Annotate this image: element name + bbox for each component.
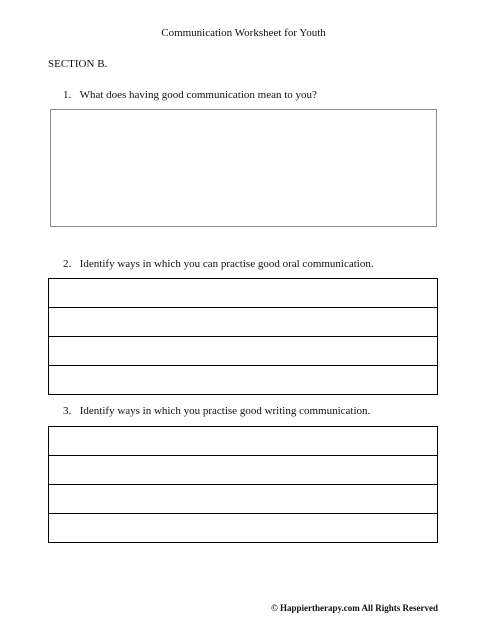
question-2-text: Identify ways in which you can practise good oral communication. <box>79 258 374 270</box>
answer-line[interactable] <box>49 427 437 456</box>
answer-line[interactable] <box>49 456 437 485</box>
question-3 <box>63 405 370 417</box>
question-1 <box>63 89 317 101</box>
question-1-number: 1. <box>63 89 72 101</box>
question-3-number: 3. <box>63 405 72 417</box>
question-3-answer-lines <box>48 426 438 543</box>
answer-line[interactable] <box>49 485 437 514</box>
copyright-footer: © Happiertherapy.com All Rights Reserved <box>271 603 438 613</box>
question-1-text: What does having good communication mean to you? <box>79 89 317 101</box>
section-label: SECTION B. <box>48 58 108 70</box>
answer-line[interactable] <box>49 366 437 394</box>
worksheet-title: Communication Worksheet for Youth <box>161 27 326 39</box>
question-2-answer-lines <box>48 278 438 395</box>
answer-line[interactable] <box>49 279 437 308</box>
answer-line[interactable] <box>49 514 437 542</box>
question-2-number: 2. <box>63 258 72 270</box>
answer-line[interactable] <box>49 308 437 337</box>
question-2 <box>63 258 374 270</box>
answer-line[interactable] <box>49 337 437 366</box>
question-1-answer-box[interactable] <box>50 109 437 227</box>
question-3-text: Identify ways in which you practise good writing communication. <box>79 405 371 417</box>
